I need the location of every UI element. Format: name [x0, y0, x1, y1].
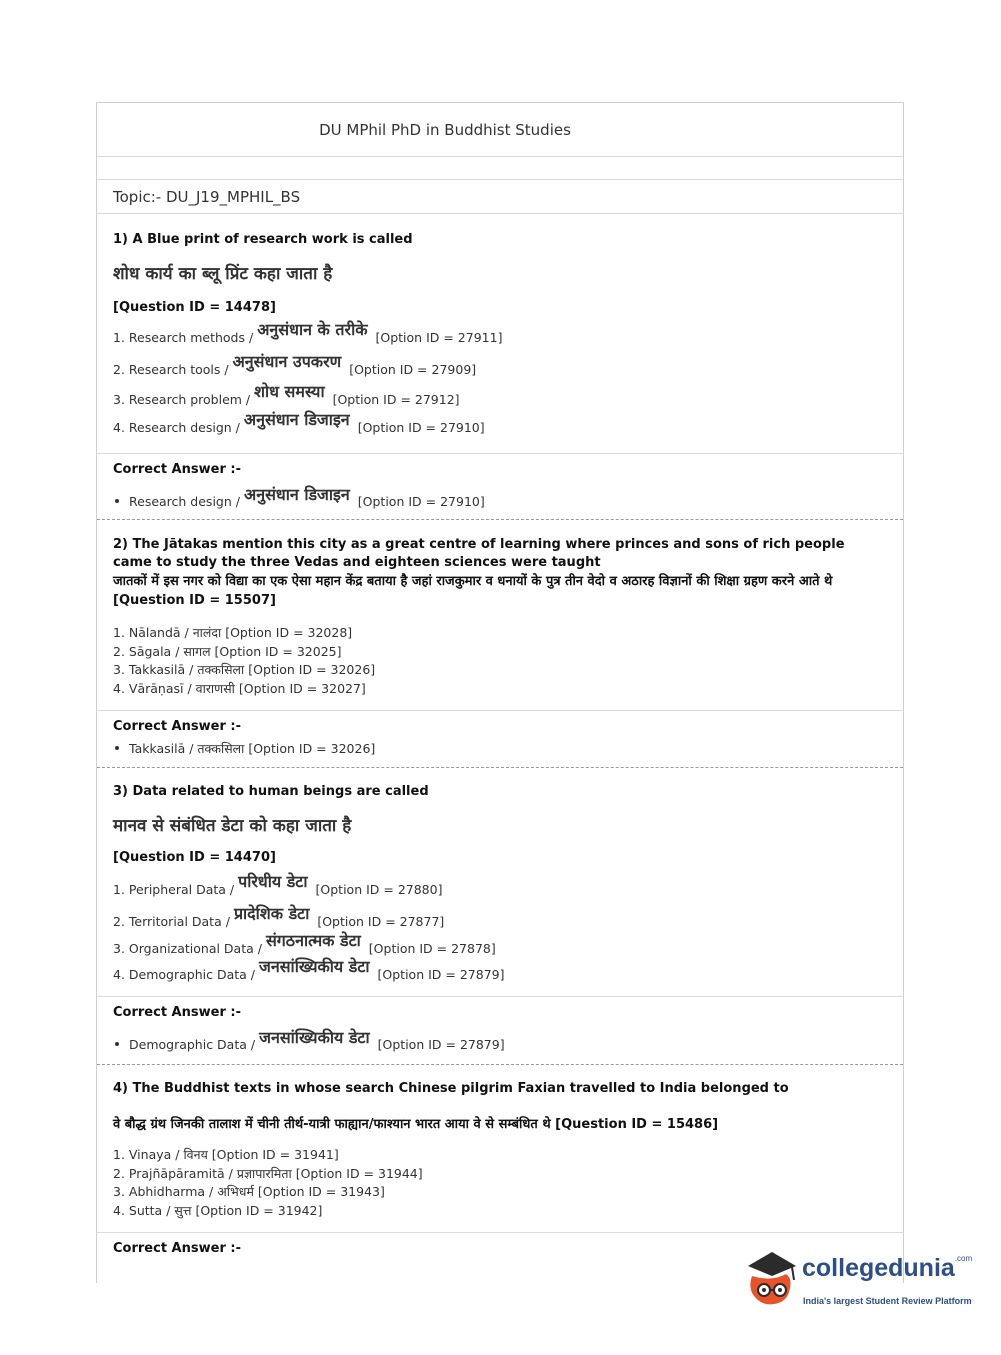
- question-paper: [96, 102, 904, 1283]
- option-item: 3. Abhidharma / अभिधर्म [Option ID = 31943]: [113, 1184, 385, 1199]
- question-2-options: [113, 624, 887, 698]
- question-1-id: [Question ID = 14478]: [113, 300, 276, 315]
- correct-answer-item: Research design / अनुसंधान डिजाइन [Option ID = 27910]: [115, 489, 887, 511]
- option-item: 1. Research methods / अनुसंधान के तरीके [Option ID = 27911]: [113, 320, 503, 345]
- option-item: 4. Demographic Data / जनसांख्यिकीय डेटा [Option ID = 27879]: [113, 957, 505, 982]
- question-2-text: 2) The Jātakas mention this city as a great centre of learning where princes and sons of rich people came to study the three Vedas and eighteen sciences were taught: [113, 537, 845, 570]
- option-item: 1. Nālandā / नालंदा [Option ID = 32028]: [113, 625, 353, 640]
- page-title: DU MPhil PhD in Buddhist Studies: [97, 103, 903, 157]
- question-3-id: [Question ID = 14470]: [113, 850, 276, 865]
- bullet-icon: [115, 1042, 119, 1046]
- option-item: 2. Prajñāpāramitā / प्रज्ञापारमिता [Option ID = 31944]: [113, 1165, 423, 1181]
- question-1-hindi: शोध कार्य का ब्लू प्रिंट कहा जाता है: [113, 264, 333, 284]
- bullet-icon: [115, 746, 119, 750]
- correct-answer-label: Correct Answer :-: [113, 719, 241, 734]
- correct-answer-item: Takkasilā / तक्कसिला [Option ID = 32026]: [115, 740, 887, 757]
- correct-answer-label: Correct Answer :-: [113, 462, 241, 477]
- option-item: 4. Research design / अनुसंधान डिजाइन [Option ID = 27910]: [113, 410, 485, 435]
- option-item: 3. Research problem / शोध समस्या [Option ID = 27912]: [113, 382, 460, 407]
- correct-answer-label: Correct Answer :-: [113, 1241, 241, 1256]
- option-item: 1. Peripheral Data / परिधीय डेटा [Option ID = 27880]: [113, 872, 443, 897]
- option-item: 4. Vārāṇasī / वाराणसी [Option ID = 32027]: [113, 680, 366, 696]
- bullet-icon: [115, 499, 119, 503]
- option-item: 2. Sāgala / सागल [Option ID = 32025]: [113, 643, 342, 659]
- option-item: 3. Takkasilā / तक्कसिला [Option ID = 32026]: [113, 662, 376, 677]
- correct-answer-1: [97, 453, 903, 520]
- correct-answer-2: [97, 710, 903, 768]
- option-item: 2. Research tools / अनुसंधान उपकरण [Option ID = 27909]: [113, 352, 477, 377]
- option-item: 2. Territorial Data / प्रादेशिक डेटा [Option ID = 27877]: [113, 904, 445, 929]
- collegedunia-logo: [742, 1248, 972, 1318]
- correct-answer-3: [97, 996, 903, 1065]
- question-4-options: [113, 1146, 887, 1220]
- question-3-options: [113, 872, 887, 986]
- question-4-hindi: वे बौद्ध ग्रंथ जिनकी तालाश में चीनी तीर्थ-यात्री फाह्यान/फाश्यान भारत आया वे से सम्बंधित थे [Question ID = 15486]: [113, 1117, 719, 1132]
- correct-answer-label: Correct Answer :-: [113, 1005, 241, 1020]
- logo-wordmark: collegedunia$^{.com}$: [802, 1254, 973, 1282]
- mascot-icon: [742, 1248, 800, 1310]
- question-3-hindi: मानव से संबंधित डेटा को कहा जाता है: [113, 816, 352, 836]
- question-1-options: [113, 320, 887, 441]
- question-2-hindi: जातकों में इस नगर को विद्या का एक ऐसा महान केंद्र बताया है जहां राजकुमार व धनायों के पुत्र तीन वेदो व अठारह विज्ञानों की शिक्षा ग्रहण करने आते थे [Question ID = 15507]: [113, 574, 833, 608]
- question-1-text: 1) A Blue print of research work is called: [113, 232, 413, 247]
- topic-label: Topic:- DU_J19_MPHIL_BS: [97, 180, 903, 214]
- logo-tagline: India's largest Student Review Platform: [803, 1296, 972, 1306]
- option-item: 1. Vinaya / विनय [Option ID = 31941]: [113, 1147, 339, 1162]
- correct-answer-item: Demographic Data / जनसांख्यिकीय डेटा [Option ID = 27879]: [115, 1032, 887, 1054]
- question-3: [97, 768, 903, 1065]
- option-item: 4. Sutta / सुत्त [Option ID = 31942]: [113, 1202, 323, 1218]
- question-3-text: 3) Data related to human beings are called: [113, 784, 429, 799]
- question-1: [97, 214, 903, 520]
- question-2: [97, 520, 903, 768]
- spacer-row: [97, 157, 903, 180]
- question-4-text: 4) The Buddhist texts in whose search Chinese pilgrim Faxian travelled to India belonged to: [113, 1081, 789, 1096]
- question-4: [97, 1065, 903, 1262]
- option-item: 3. Organizational Data / संगठनात्मक डेटा [Option ID = 27878]: [113, 931, 496, 956]
